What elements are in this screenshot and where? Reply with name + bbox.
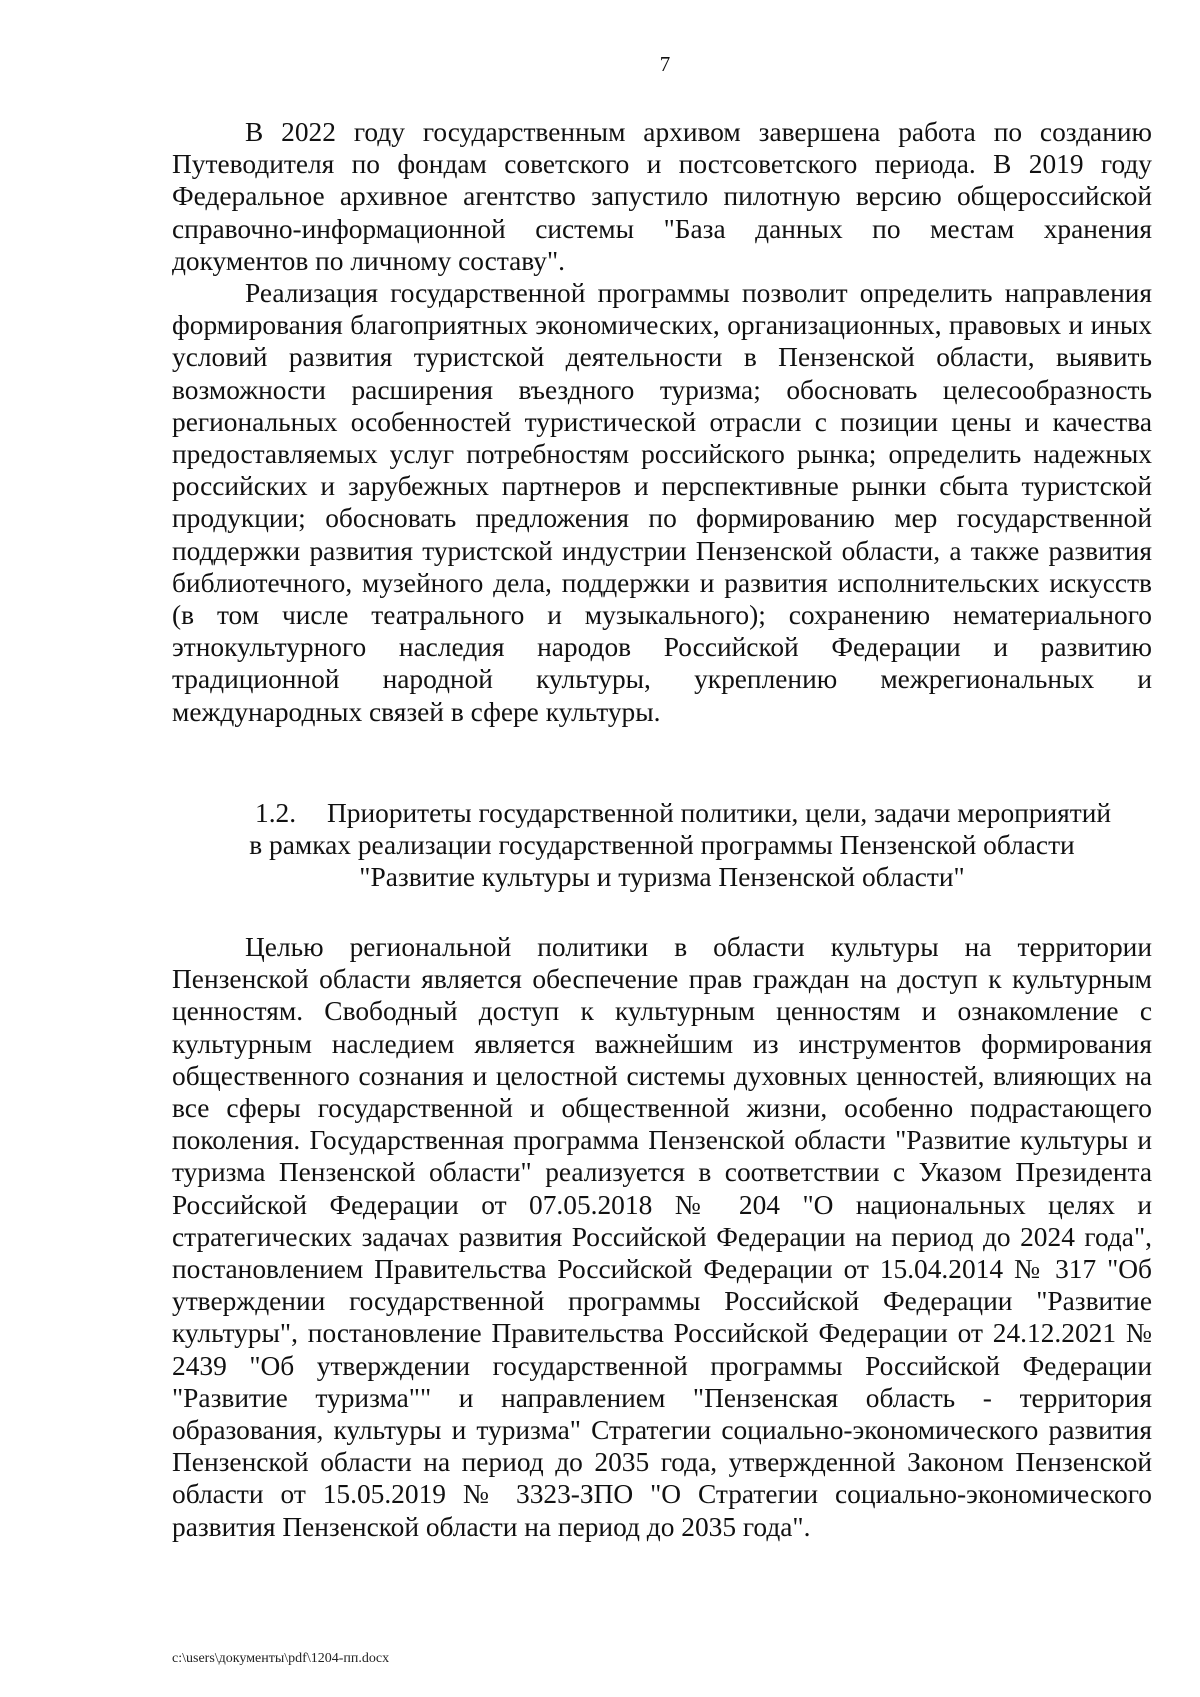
section-title-line-2: в рамках реализации государственной программы Пензенской области — [249, 830, 1075, 861]
paragraph-archive: В 2022 году государственным архивом завершена работа по созданию Путеводителя по фондам советского и постсоветского периода. В 2019 году Федеральное архивное агентство запустило пилотную версию общероссийской справочно-информационной системы "База данных по местам хранения документов по личному составу". — [172, 117, 1152, 276]
page-number: 7 — [659, 52, 671, 76]
section-heading — [172, 797, 1152, 894]
body-text-top — [172, 116, 1152, 728]
section-title-line-1: Приоритеты государственной политики, цели, задачи мероприятий — [327, 798, 1112, 828]
body-text-bottom — [172, 931, 1152, 1543]
footer-file-path: c:\users\документы\pdf\1204-пп.docx — [172, 1651, 390, 1666]
paragraph-regional-policy: Целью региональной политики в области культуры на территории Пензенской области является обеспечение прав граждан на доступ к культурным ценностям. Свободный доступ к культурным ценностям и ознакомление с культурным наследием является важнейшим из инструментов формирования общественного сознания и целостной системы духовных ценностей, влияющих на все сферы государственной и общественной жизни, особенно подрастающего поколения. Государственная программа Пензенской области "Развитие культуры и туризма Пензенской области" реализуется в соответствии с Указом Президента Российской Федерации от 07.05.2018 № 204 "О национальных целях и стратегических задачах развития Российской Федерации на период до 2024 года", постановлением Правительства Российской Федерации от 15.04.2014 № 317 "Об утверждении государственной программы Российской Федерации "Развитие культуры", постановление Правительства Российской Федерации от 24.12.2021 № 2439 "Об утверждении государственной программы Российской Федерации "Развитие туризма"" и направлением "Пензенская область - территория образования, культуры и туризма" Стратегии социально-экономического развития Пензенской области на период до 2035 года, утвержденной Законом Пензенской области от 15.05.2019 № 3323-ЗПО "О Стратегии социально-экономического развития Пензенской области на период до 2035 года". — [172, 932, 1152, 1542]
section-heading-line-1 — [172, 797, 1152, 829]
section-title-line-3: "Развитие культуры и туризма Пензенской области" — [359, 862, 965, 893]
section-number: 1.2. — [255, 798, 297, 828]
paragraph-program-implementation: Реализация государственной программы позволит определить направления формирования благоприятных экономических, организационных, правовых и иных условий развития туристской деятельности в Пензенской области, выявить возможности расширения въездного туризма; обосновать целесообразность региональных особенностей туристической отрасли с позиции цены и качества предоставляемых услуг потребностям российского рынка; определить надежных российских и зарубежных партнеров и перспективные рынки сбыта туристской продукции; обосновать предложения по формированию мер государственной поддержки развития туристской индустрии Пензенской области, а также развития библиотечного, музейного дела, поддержки и развития исполнительских искусств (в том числе театрального и музыкального); сохранению нематериального этнокультурного наследия народов Российской Федерации и развитию традиционной народной культуры, укреплению межрегиональных и международных связей в сфере культуры. — [172, 278, 1152, 727]
